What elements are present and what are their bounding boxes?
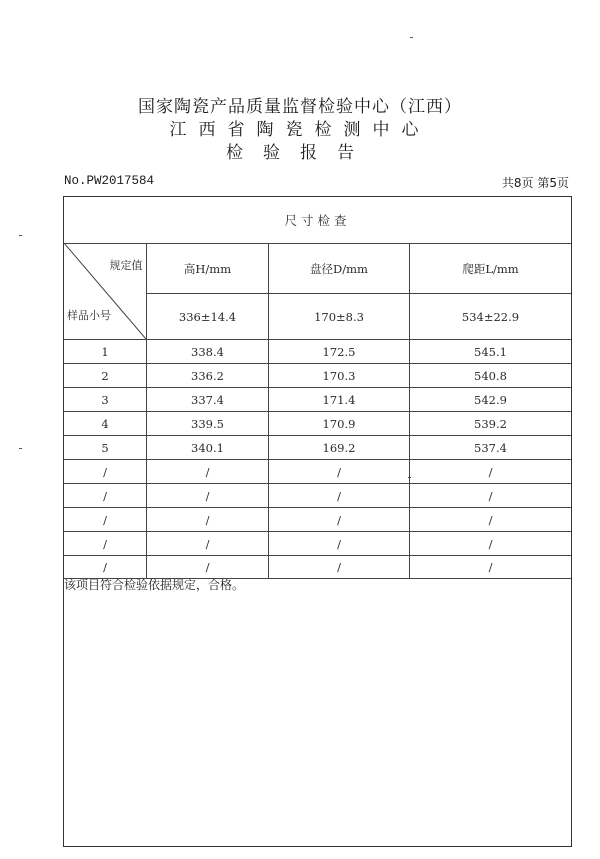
column-header-creepage: 爬距L/mm <box>462 261 519 276</box>
table-cell: / <box>337 464 341 479</box>
row-id: / <box>103 512 107 527</box>
table-cell: 537.4 <box>474 440 507 455</box>
table-cell: / <box>337 488 341 503</box>
row-id: 2 <box>101 368 109 383</box>
column-header-height: 高H/mm <box>183 261 232 276</box>
row-id: / <box>103 488 107 503</box>
row-id: / <box>103 536 107 551</box>
inspection-table <box>63 196 572 847</box>
table-cell: / <box>337 536 341 551</box>
spec-height: 336±14.4 <box>178 309 237 324</box>
scan-speck <box>410 37 413 38</box>
table-cell: / <box>205 464 210 479</box>
table-cell: 172.5 <box>322 344 356 359</box>
table-cell: / <box>488 488 493 503</box>
report-number: No.PW2017584 <box>64 174 155 188</box>
table-cell: 336.2 <box>191 368 224 383</box>
scan-speck <box>19 448 22 449</box>
column-header-diameter: 盘径D/mm <box>310 261 368 276</box>
table-cell: / <box>488 464 493 479</box>
row-id: 5 <box>101 440 109 455</box>
table-cell: / <box>488 536 493 551</box>
table-cell: / <box>488 560 493 574</box>
table-cell: / <box>337 560 341 574</box>
row-id: 1 <box>101 344 109 359</box>
table-cell: / <box>205 560 210 574</box>
table-cell: 338.4 <box>191 344 224 359</box>
table-cell: 539.2 <box>474 416 507 431</box>
table-cell: 170.9 <box>322 416 356 431</box>
table-cell: / <box>205 488 210 503</box>
spec-diameter: 170±8.3 <box>314 309 364 324</box>
row-id: 3 <box>101 392 109 407</box>
section-title: 尺寸检查 <box>284 213 351 228</box>
table-cell: 540.8 <box>474 368 507 383</box>
scan-speck <box>19 235 22 236</box>
corner-sample-label: 样品小号 <box>67 309 111 322</box>
center-name: 国家陶瓷产品质量监督检验中心（江西） <box>138 97 462 117</box>
table-cell: / <box>205 536 210 551</box>
row-id: / <box>103 560 107 574</box>
center-subname: 江西省陶瓷检测中心 <box>169 120 431 140</box>
table-cell: 545.1 <box>474 344 507 359</box>
table-cell: 542.9 <box>474 392 507 407</box>
report-title: 检验报告 <box>226 143 374 163</box>
table-cell: / <box>488 512 493 527</box>
table-cell: 340.1 <box>191 440 224 455</box>
corner-spec-label: 规定值 <box>109 259 143 272</box>
table-cell: 337.4 <box>191 392 224 407</box>
table-cell: 169.2 <box>322 440 356 455</box>
table-cell: / <box>337 512 341 527</box>
table-cell: 171.4 <box>322 392 356 407</box>
row-id: / <box>103 464 107 479</box>
spec-creepage: 534±22.9 <box>461 309 520 324</box>
row-id: 4 <box>101 416 109 431</box>
conclusion-text: 该项目符合检验依据规定，合格。 <box>64 578 245 592</box>
page-indicator: 共8页 第5页 <box>501 176 569 190</box>
table-cell: 339.5 <box>191 416 224 431</box>
table-cell: / <box>205 512 210 527</box>
table-cell: 170.3 <box>322 368 356 383</box>
